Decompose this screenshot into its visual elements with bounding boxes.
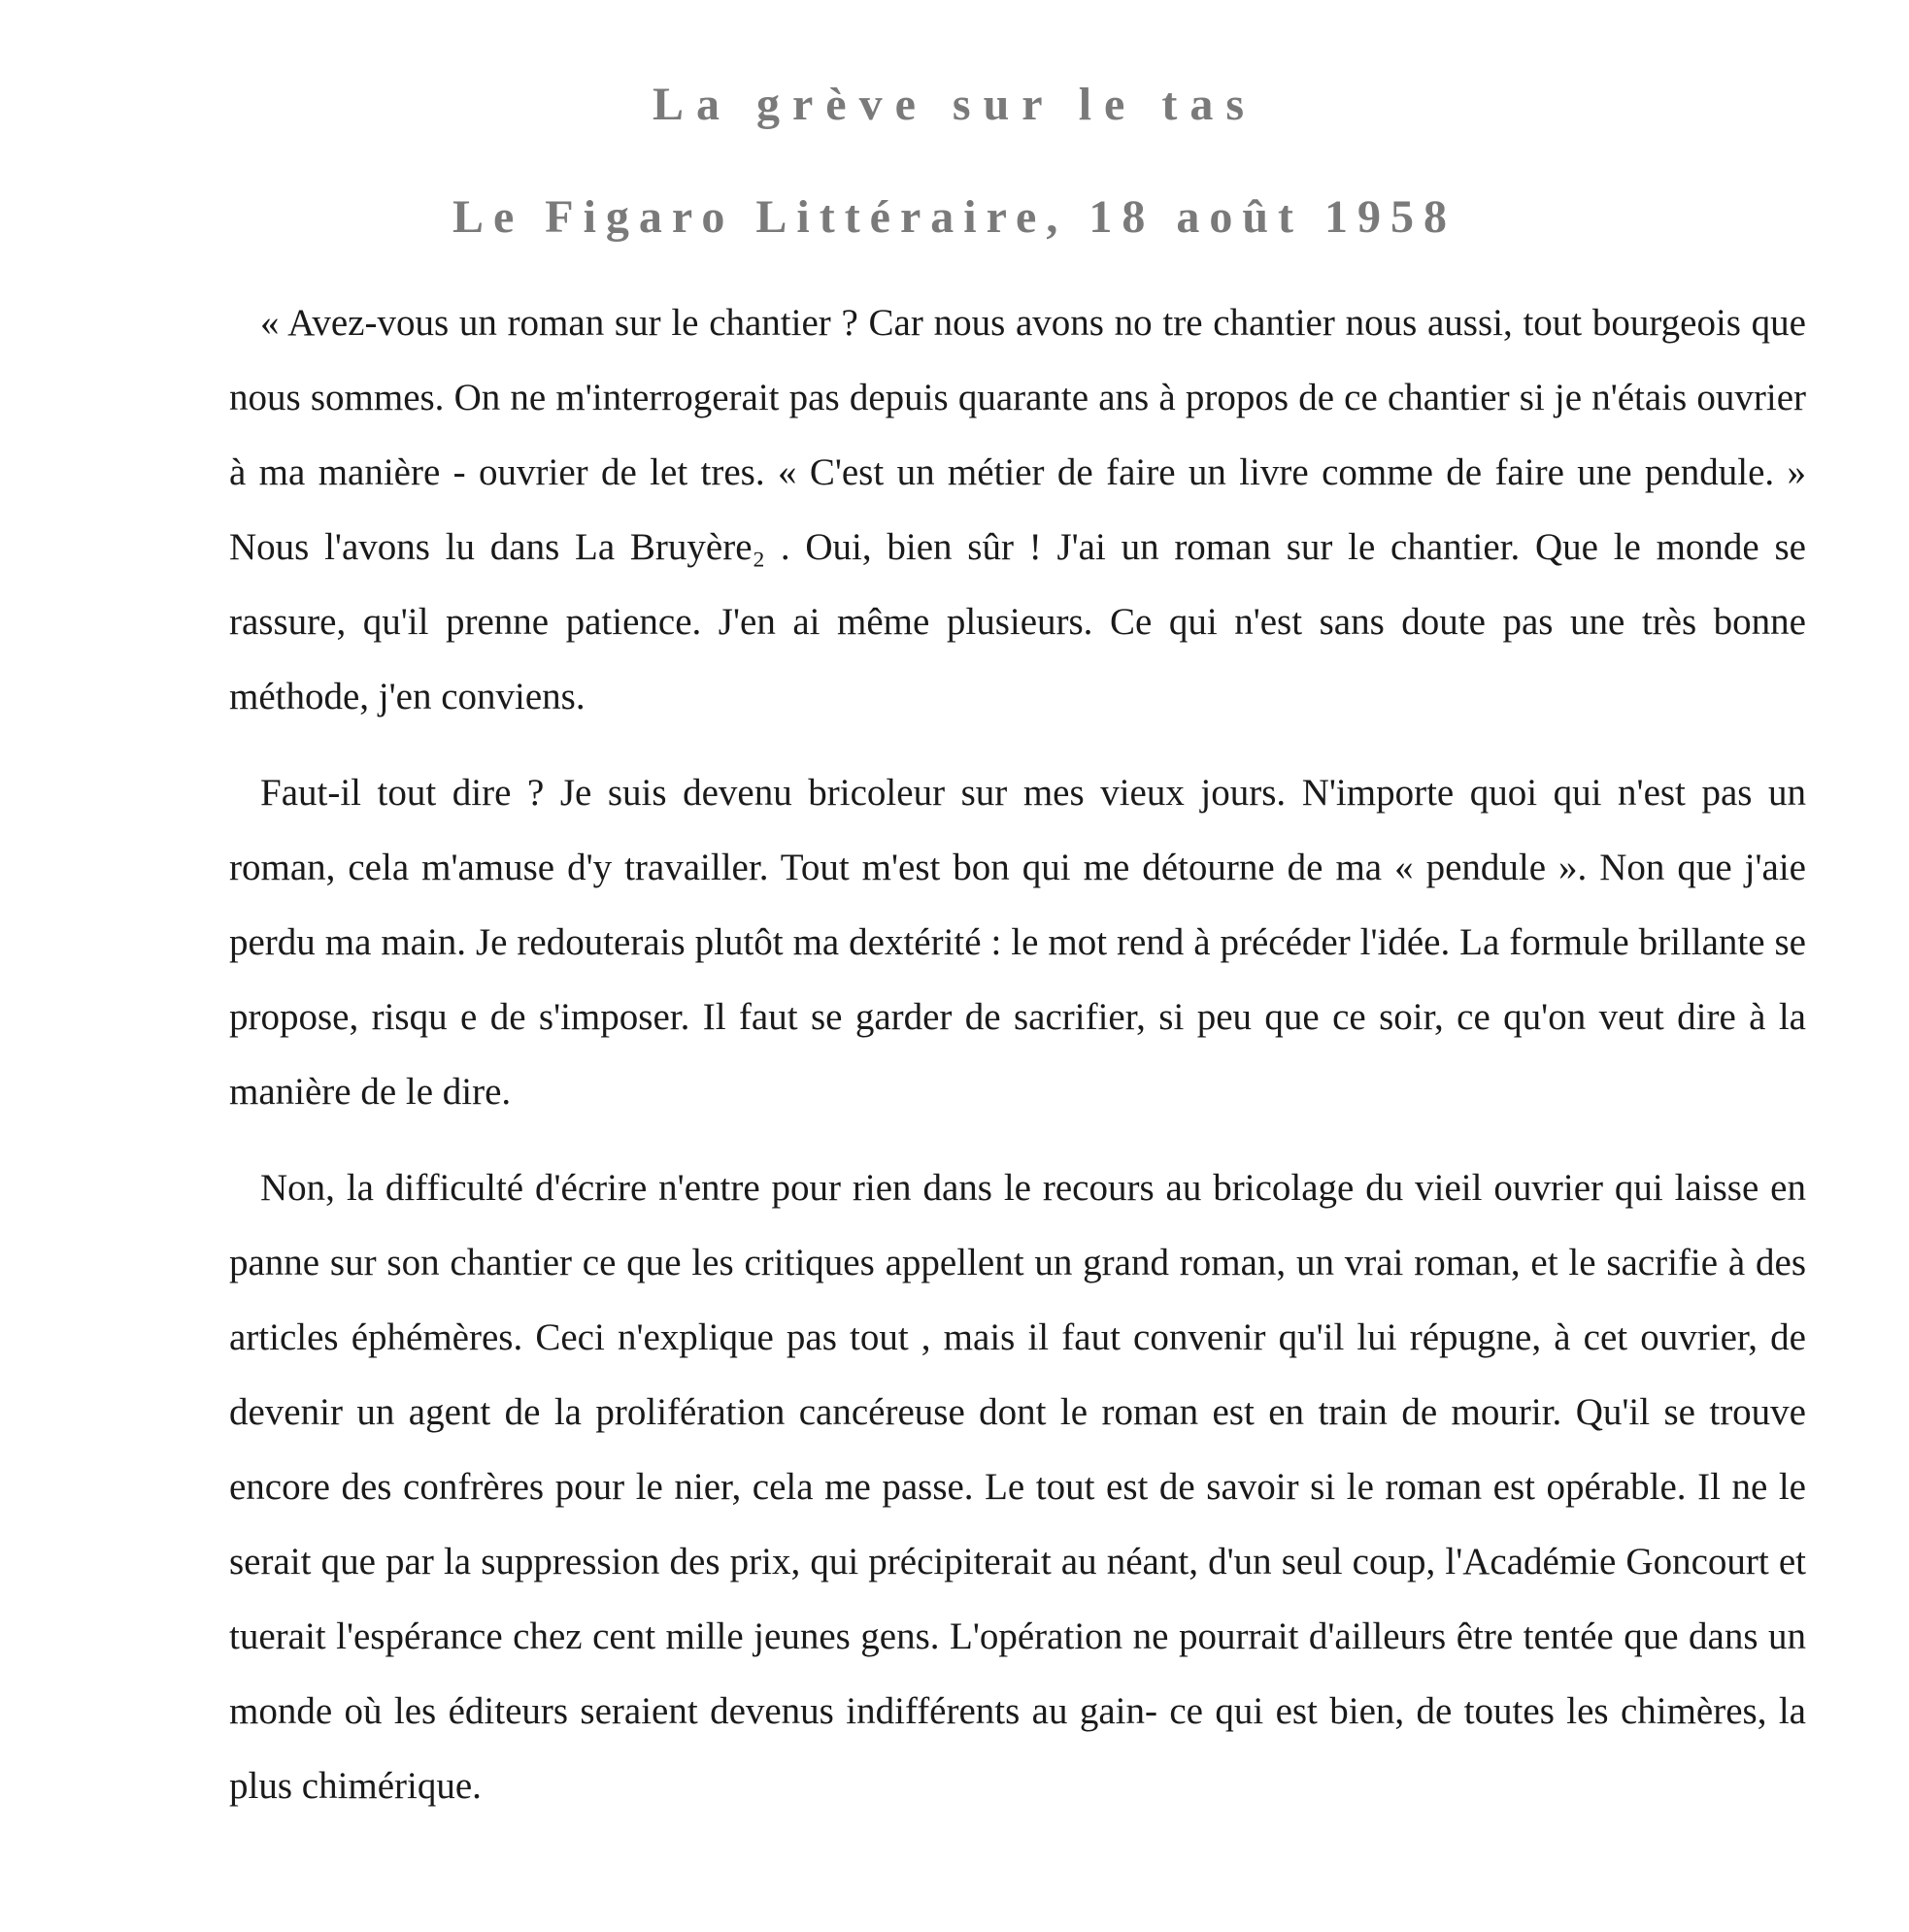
paragraph-1: « Avez-vous un roman sur le chantier ? Car nous avons no tre chantier nous aussi, tout bourgeois que nous sommes. On ne m'interrogerait pas depuis quarante ans à propos de ce chantier si je n'étais ouvrier à ma manière - ouvrier de let tres. « C'est un métier de faire un livre comme de faire une pendule. » Nous l'avons lu dans La Bruyère₂ . Oui, bien sûr ! J'ai un roman sur le chantier. Que le monde se rassure, qu'il prenne patience. J'en ai même plusieurs. Ce qui n'est sans doute pas une très bonne méthode, j'en conviens. bbox=[229, 302, 1806, 717]
paragraph-2: Faut-il tout dire ? Je suis devenu bricoleur sur mes vieux jours. N'importe quoi qui n'est pas un roman, cela m'amuse d'y travailler. Tout m'est bon qui me détourne de ma « pendule ». Non que j'aie perdu ma main. Je redouterais plutôt ma dextérité : le mot rend à précéder l'idée. La formule brillante se propose, risqu e de s'imposer. Il faut se garder de sacrifier, si peu que ce soir, ce qu'on veut dire à la manière de le dire. bbox=[229, 772, 1806, 1113]
paragraph-3: Non, la difficulté d'écrire n'entre pour rien dans le recours au bricolage du vieil ouvrier qui laisse en panne sur son chantier ce que les critiques appellent un grand roman, un vrai roman, et le sacrifie à des articles éphémères. Ceci n'explique pas tout , mais il faut convenir qu'il lui répugne, à cet ouvrier, de devenir un agent de la prolifération cancéreuse dont le roman est en train de mourir. Qu'il se trouve encore des confrères pour le nier, cela me passe. Le tout est de savoir si le roman est opérable. Il ne le serait que par la suppression des prix, qui précipiterait au néant, d'un seul coup, l'Académie Goncourt et tuerait l'espérance chez cent mille jeunes gens. L'opération ne pourrait d'ailleurs être tentée que dans un monde où les éditeurs seraient devenus indifférents au gain- ce qui est bien, de toutes les chimères, la plus chimérique. bbox=[229, 1167, 1806, 1807]
article-body bbox=[229, 285, 1806, 1823]
document-title: La grève sur le tas bbox=[652, 79, 1257, 130]
document-subtitle: Le Figaro Littéraire, 18 août 1958 bbox=[452, 191, 1457, 243]
